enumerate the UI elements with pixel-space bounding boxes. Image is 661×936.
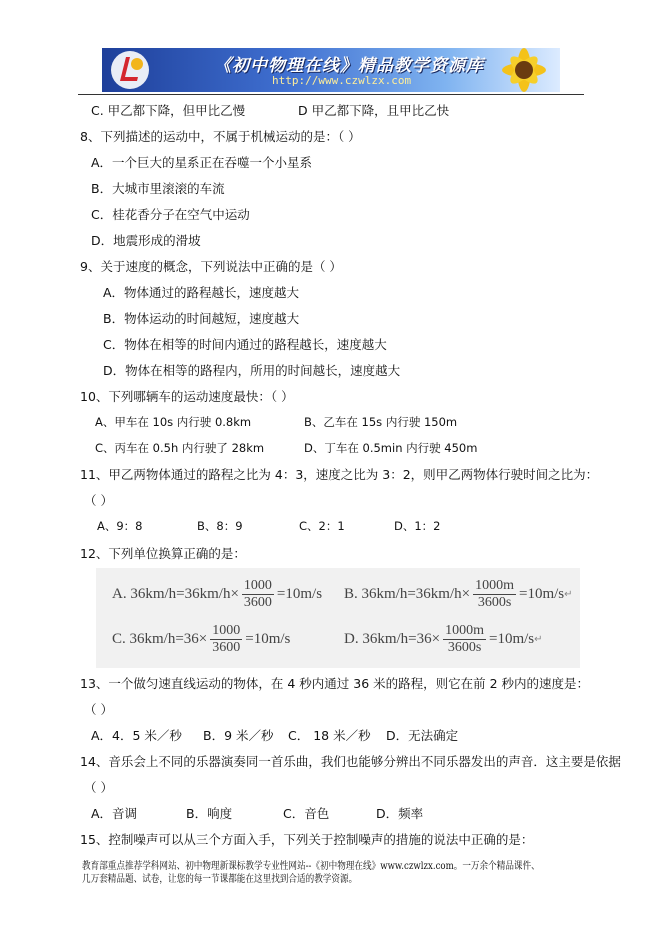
formula-c-denominator: 3600 — [212, 640, 241, 655]
question-9-option-c: C．物体在相等的时间内通过的路程越长，速度越大 — [103, 337, 387, 352]
question-13-option-d: D．无法确定 — [386, 728, 459, 743]
formula-d-prefix: D. 36km/h=36× — [344, 631, 441, 647]
option-c-line: C. 甲乙都下降，但甲比乙慢 — [91, 103, 246, 118]
formula-c-prefix: C. 36km/h=36× — [112, 631, 208, 647]
question-9-option-d: D．物体在相等的路程内，所用的时间越长，速度越大 — [103, 363, 401, 378]
question-14-option-b: B．响度 — [186, 806, 233, 821]
question-8-option-b: B．大城市里滚滚的车流 — [91, 181, 225, 196]
site-logo-icon — [108, 49, 152, 91]
question-14-option-a: A．音调 — [91, 806, 138, 821]
question-10: 10、下列哪辆车的运动速度最快：（ ） — [80, 389, 294, 404]
return-mark-icon: ↵ — [534, 634, 543, 645]
formula-a-denominator: 3600 — [243, 595, 272, 610]
question-14: 14、音乐会上不同的乐器演奏同一首乐曲，我们也能够分辨出不同乐器发出的声音．这主要是依据 — [80, 754, 621, 769]
question-14-option-d: D．频率 — [376, 806, 424, 821]
question-8-option-d: D．地震形成的滑坡 — [91, 233, 201, 248]
question-10-option-b: B、乙车在 15s 内行驶 150m — [304, 415, 458, 429]
formula-a-suffix: =10m/s — [276, 586, 323, 602]
question-15: 15、控制噪声可以从三个方面入手，下列关于控制噪声的措施的说法中正确的是： — [80, 832, 534, 847]
question-10-option-a: A、甲车在 10s 内行驶 0.8km — [95, 415, 252, 429]
question-8: 8、下列描述的运动中，不属于机械运动的是：（ ） — [80, 129, 361, 144]
question-9-option-b: B．物体运动的时间越短，速度越大 — [103, 311, 300, 326]
return-mark-icon: ↵ — [564, 589, 573, 600]
question-11-option-d: D、1：2 — [394, 519, 441, 533]
formula-c-suffix: =10m/s — [245, 631, 291, 647]
question-13-option-b: B．9 米／秒 — [203, 728, 274, 743]
formula-option-c — [112, 623, 290, 656]
question-11: 11、甲乙两物体通过的路程之比为 4：3，速度之比为 3：2，则甲乙两物体行驶时间之比为： — [80, 467, 599, 482]
formula-a-prefix: A. 36km/h=36km/h× — [112, 586, 239, 602]
footer-line-1: 教育部重点推荐学科网站、初中物理新课标教学专业性网站--《初中物理在线》www.czwlzx.com。一万余个精品课件、 — [82, 861, 540, 872]
formula-option-a — [112, 578, 322, 611]
question-13-paren: （ ） — [84, 702, 113, 717]
question-10-option-c: C、丙车在 0.5h 内行驶了 28km — [95, 441, 265, 455]
banner-url[interactable]: http://www.czwlzx.com — [272, 74, 412, 87]
formula-b-denominator: 3600s — [477, 595, 512, 610]
header-banner — [102, 48, 560, 92]
sunflower-icon — [484, 48, 554, 92]
header-rule — [78, 94, 584, 95]
banner-title: 《初中物理在线》精品教学资源库 — [214, 56, 484, 76]
footer-line-2: 几万套精品题、试卷，让您的每一节课都能在这里找到合适的教学资源。 — [82, 874, 358, 885]
question-13: 13、一个做匀速直线运动的物体，在 4 秒内通过 36 米的路程，则它在前 2 秒内的速度是： — [80, 676, 590, 691]
formula-d-suffix: =10m/s — [488, 631, 535, 647]
option-d-line: D 甲乙都下降，且甲比乙快 — [298, 103, 450, 118]
question-14-option-c: C．音色 — [283, 806, 330, 821]
question-11-paren: （ ） — [84, 493, 113, 508]
formula-c-numerator: 1000 — [212, 623, 241, 638]
question-10-option-d: D、丁车在 0.5min 内行驶 450m — [304, 441, 478, 455]
question-12: 12、下列单位换算正确的是： — [80, 546, 246, 561]
formula-options-box — [96, 568, 580, 668]
formula-option-d — [344, 623, 543, 656]
formula-d-numerator: 1000m — [445, 623, 484, 638]
question-14-paren: （ ） — [84, 780, 113, 795]
question-9-option-a: A．物体通过的路程越长，速度越大 — [103, 285, 300, 300]
formula-a-numerator: 1000 — [243, 578, 272, 593]
question-11-option-c: C、2：1 — [299, 519, 345, 533]
formula-b-numerator: 1000m — [475, 578, 514, 593]
question-8-option-a: A．一个巨大的星系正在吞噬一个小星系 — [91, 155, 313, 170]
formula-option-b — [344, 578, 573, 611]
question-11-option-a: A、9：8 — [97, 519, 143, 533]
question-9: 9、关于速度的概念，下列说法中正确的是（ ） — [80, 259, 342, 274]
question-8-option-c: C．桂花香分子在空气中运动 — [91, 207, 250, 222]
question-13-option-a: A．4．5 米／秒 — [91, 728, 182, 743]
formula-b-prefix: B. 36km/h=36km/h× — [344, 586, 471, 602]
formula-d-denominator: 3600s — [447, 640, 482, 655]
formula-b-suffix: =10m/s — [518, 586, 565, 602]
question-11-option-b: B、8：9 — [197, 519, 243, 533]
question-13-option-c: C． 18 米／秒 — [288, 728, 371, 743]
